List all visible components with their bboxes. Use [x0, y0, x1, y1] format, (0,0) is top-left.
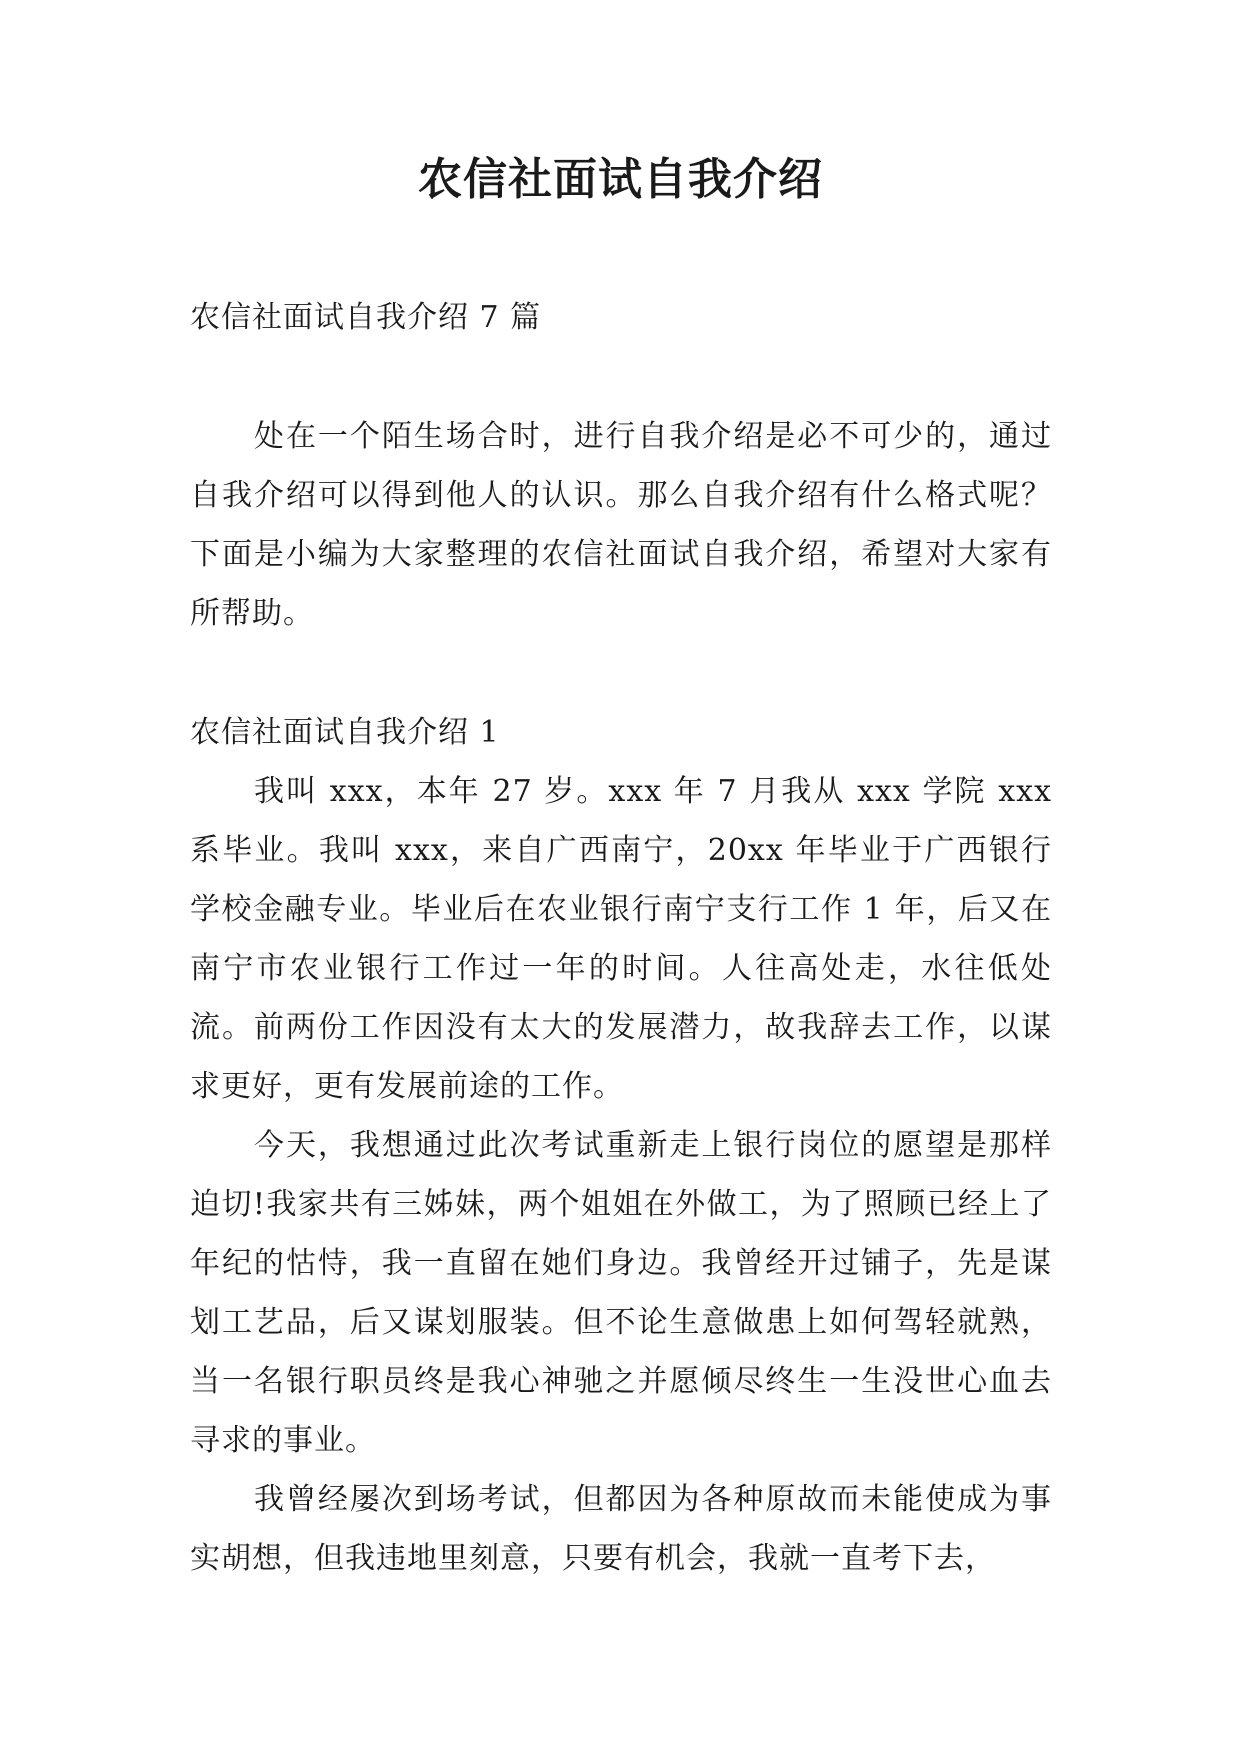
- document-subtitle: 农信社面试自我介绍 7 篇: [190, 300, 542, 335]
- body-paragraph: 我曾经屡次到场考试，但都因为各种原故而未能使成为事实胡想，但我违地里刻意，只要有机会，我就一直考下去，: [190, 1482, 1052, 1576]
- document-title: 农信社面试自我介绍: [418, 154, 823, 205]
- body-paragraph: 今天，我想通过此次考试重新走上银行岗位的愿望是那样迫切!我家共有三姊妹，两个姐姐在外做工，为了照顾已经上了年纪的怙恃，我一直留在她们身边。我曾经开过铺子，先是谋划工艺品，后又谋划服装。但不论生意做患上如何驾轻就熟，当一名银行职员终是我心神驰之并愿倾尽终生一生没世心血去寻求的事业。: [190, 1128, 1052, 1458]
- document-body: [190, 288, 1052, 1588]
- intro-paragraph: 处在一个陌生场合时，进行自我介绍是必不可少的，通过自我介绍可以得到他人的认识。那么自我介绍有什么格式呢？下面是小编为大家整理的农信社面试自我介绍，希望对大家有所帮助。: [190, 419, 1052, 631]
- body-paragraph: 我叫 xxx，本年 27 岁。xxx 年 7 月我从 xxx 学院 xxx 系毕业。我叫 xxx，来自广西南宁，20xx 年毕业于广西银行学校金融专业。毕业后在农业银行南宁支行工作 1 年，后又在南宁市农业银行工作过一年的时间。人往高处走，水往低处流。前两份工作因没有太大的发展潜力，故我辞去工作，以谋求更好，更有发展前途的工作。: [190, 774, 1052, 1104]
- section-heading: 农信社面试自我介绍 1: [190, 715, 500, 750]
